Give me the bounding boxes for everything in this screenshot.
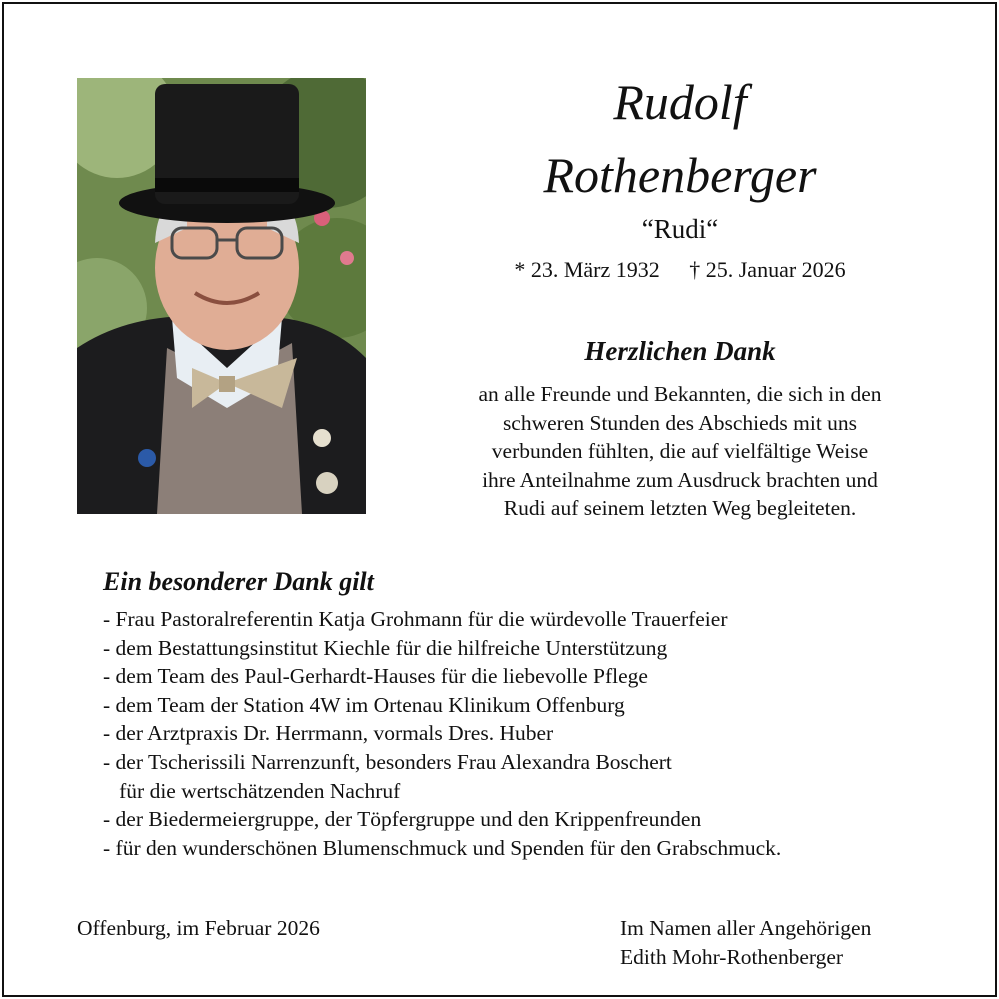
- list-item: - der Arztpraxis Dr. Herrmann, vormals Dres. Huber: [103, 721, 554, 746]
- signature-line: Im Namen aller Angehörigen: [620, 916, 872, 940]
- list-item: - Frau Pastoralreferentin Katja Grohmann für die würdevolle Trauerfeier: [103, 607, 728, 631]
- first-name: Rudolf: [613, 74, 747, 130]
- thanks-line: Rudi auf seinem letzten Weg begleiteten.: [503, 496, 857, 520]
- thanks-heading: Herzlichen Dank: [584, 336, 776, 366]
- thanks-line: verbunden fühlten, die auf vielfältige Weise: [491, 439, 869, 463]
- list-item: - der Biedermeiergruppe, der Töpfergruppe und den Krippenfreunden: [103, 807, 702, 832]
- life-dates: [380, 256, 980, 284]
- special-thanks-heading: Ein besonderer Dank gilt: [103, 567, 374, 596]
- list-item: - dem Team des Paul-Gerhardt-Hauses für die liebevolle Pflege: [103, 664, 648, 689]
- place-date: Offenburg, im Februar 2026: [77, 916, 320, 940]
- death-date: † 25. Januar 2026: [689, 257, 846, 282]
- list-item: - der Tscherissili Narrenzunft, besonders Frau Alexandra Boschert: [103, 749, 672, 774]
- thanks-line: an alle Freunde und Bekannten, die sich in den: [478, 382, 882, 406]
- thanks-line: schweren Stunden des Abschieds mit uns: [502, 410, 858, 435]
- list-item: - dem Bestattungsinstitut Kiechle für die hilfreiche Unterstützung: [103, 635, 668, 660]
- thanks-text: [430, 380, 930, 523]
- thanks-line: ihre Anteilnahme zum Ausdruck brachten und: [482, 467, 878, 492]
- last-name: Rothenberger: [543, 147, 817, 203]
- list-item: für die wertschätzenden Nachruf: [103, 778, 401, 803]
- special-thanks-list: [103, 605, 963, 862]
- signature: [620, 914, 871, 971]
- nickname: “Rudi“: [641, 214, 719, 244]
- birth-date: * 23. März 1932: [514, 257, 660, 282]
- list-item: - für den wunderschönen Blumenschmuck und Spenden für den Grabschmuck.: [103, 835, 782, 860]
- list-item: - dem Team der Station 4W im Ortenau Klinikum Offenburg: [103, 692, 625, 717]
- signature-line: Edith Mohr-Rothenberger: [620, 944, 844, 969]
- portrait-photo: [77, 78, 366, 514]
